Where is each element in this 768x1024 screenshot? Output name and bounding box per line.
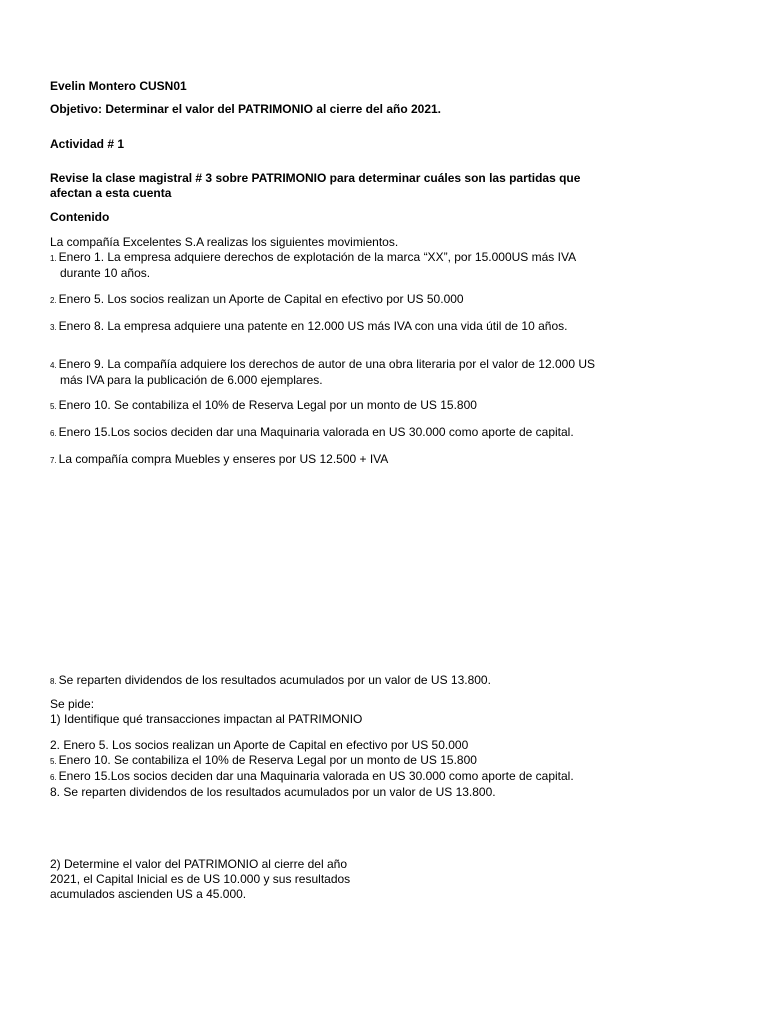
item-text: Enero 15.Los socios deciden dar una Maquinaria valorada en US 30.000 como aporte de capital. — [58, 425, 574, 439]
list-item — [50, 673, 590, 689]
instruction-line: afectan a esta cuenta — [50, 186, 172, 200]
activity-instruction — [50, 171, 590, 201]
answer-number: 6. — [50, 773, 57, 782]
list-item — [50, 292, 590, 308]
item-text: Enero 8. La empresa adquiere una patente en 12.000 US más IVA con una vida útil de 10 años. — [58, 319, 568, 333]
requirements-heading: Se pide: — [50, 697, 95, 711]
item-number: 1. — [50, 254, 57, 263]
item-text-continued: durante 10 años. — [60, 266, 151, 280]
answer-item — [50, 785, 590, 800]
item-text-continued: más IVA para la publicación de 6.000 ejemplares. — [60, 373, 323, 387]
item-text: Enero 5. Los socios realizan un Aporte de Capital en efectivo por US 50.000 — [58, 292, 464, 306]
item-number: 8. — [50, 677, 57, 686]
item-text: La compañía compra Muebles y enseres por US 12.500 + IVA — [58, 452, 389, 466]
instruction-line: Revise la clase magistral # 3 sobre PATRIMONIO para determinar cuáles son las partidas que — [50, 171, 581, 185]
question-2-line: 2021, el Capital Inicial es de US 10.000 y sus resultados — [50, 872, 351, 886]
list-item — [50, 250, 590, 281]
question-2 — [50, 857, 590, 902]
author-line: Evelin Montero CUSN01 — [50, 79, 187, 93]
item-number: 3. — [50, 323, 57, 332]
answer-text: 2. Enero 5. Los socios realizan un Aporte de Capital en efectivo por US 50.000 — [50, 738, 469, 752]
question-1: 1) Identifique qué transacciones impactan al PATRIMONIO — [50, 712, 363, 726]
content-heading: Contenido — [50, 210, 110, 224]
item-text: Enero 1. La empresa adquiere derechos de explotación de la marca “XX”, por 15.000US más IVA — [58, 250, 577, 264]
item-number: 6. — [50, 429, 57, 438]
content-intro: La compañía Excelentes S.A realizas los siguientes movimientos. — [50, 235, 399, 249]
item-number: 5. — [50, 402, 57, 411]
list-item — [50, 319, 590, 335]
question-2-line: acumulados ascienden US a 45.000. — [50, 887, 247, 901]
item-text: Enero 9. La compañía adquiere los derechos de autor de una obra literaria por el valor de 12.000 US — [58, 357, 596, 371]
activity-title: Actividad # 1 — [50, 137, 125, 151]
list-item — [50, 452, 590, 468]
list-item — [50, 398, 590, 414]
answer-item — [50, 769, 590, 785]
item-text: Enero 10. Se contabiliza el 10% de Reserva Legal por un monto de US 15.800 — [58, 398, 477, 412]
answer-text: Enero 10. Se contabiliza el 10% de Reserva Legal por un monto de US 15.800 — [58, 753, 477, 767]
answer-text: 8. Se reparten dividendos de los resultados acumulados por un valor de US 13.800. — [50, 785, 496, 799]
answer-item — [50, 738, 590, 753]
item-number: 2. — [50, 296, 57, 305]
question-2-line: 2) Determine el valor del PATRIMONIO al cierre del año — [50, 857, 347, 871]
answer-text: Enero 15.Los socios deciden dar una Maquinaria valorada en US 30.000 como aporte de capital. — [58, 769, 574, 783]
objective-line: Objetivo: Determinar el valor del PATRIMONIO al cierre del año 2021. — [50, 102, 442, 116]
answer-number: 5. — [50, 757, 57, 766]
list-item — [50, 357, 596, 388]
answer-list — [50, 738, 590, 800]
list-item — [50, 425, 590, 441]
item-text: Se reparten dividendos de los resultados acumulados por un valor de US 13.800. — [58, 673, 491, 687]
answer-item — [50, 753, 590, 769]
item-number: 7. — [50, 456, 57, 465]
item-number: 4. — [50, 361, 57, 370]
